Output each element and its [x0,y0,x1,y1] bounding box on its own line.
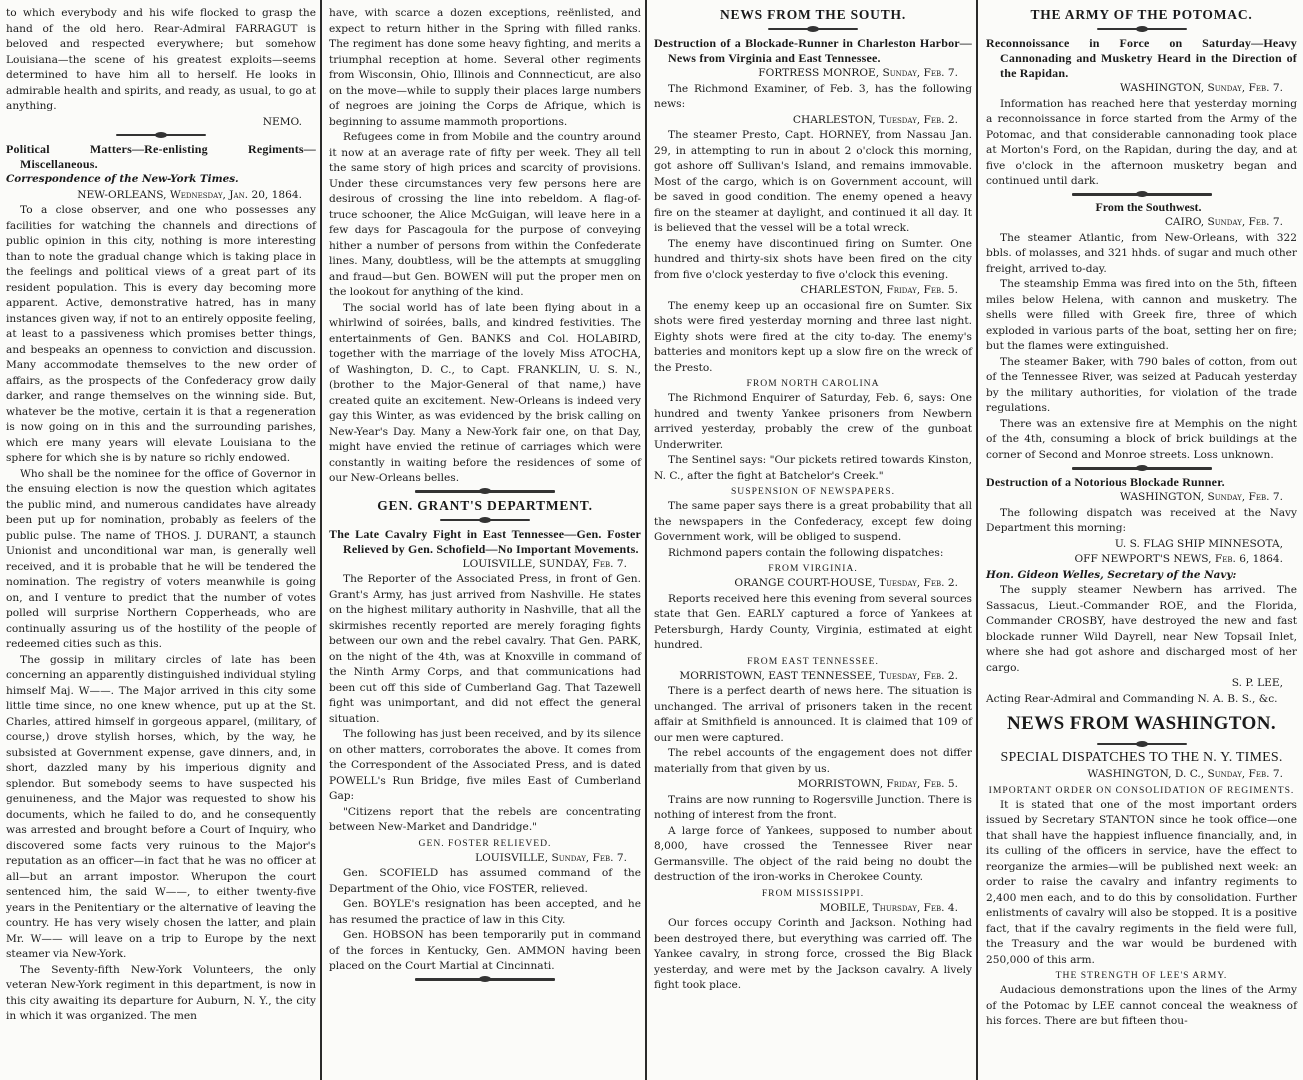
article-headline: Political Matters—Re-enlisting Regiments—Miscellaneous. [6,142,316,171]
paragraph: The following dispatch was received at the Navy Department this morning: [986,506,1297,534]
ornamental-divider [6,130,316,140]
ornamental-divider [329,515,641,525]
dateline: CAIRO, Sunday, Feb. 7. [1164,216,1283,228]
paragraph: The Richmond Examiner, of Feb. 3, has the following news: [654,82,972,110]
section-title: THE ARMY OF THE POTOMAC. [1030,7,1253,22]
paragraph: The rebel accounts of the engagement does not differ materially from that given by us. [654,747,972,775]
article-headline: Destruction of a Blockade-Runner in Charleston Harbor—News from Virginia and East Tennessee. [654,36,972,65]
paragraph: To a close observer, and one who possesses any facilities for watching the channels and directions of public opinion in this city, nothing is more interesting than to note the gradual change which is taking place in the feelings and political views of a great part of its resident population. This is every day becoming more apparent. Active, demonstrative hatred, has in many instances given way, if not to an entirely opposite feeling, at least to a passiveness which promises better things, and bespeaks an openness to conviction and discussion. Many accommodate themselves to the new order of affairs, as the prospects of the Confederacy grow daily darker, and range themselves on the winning side. But, whatever be the motive, certain it is that a regeneration is now going on in this and the surrounding parishes, which ere many years will elevate Louisiana to the sphere for which she is by nature so richly endowed. [6,204,316,464]
ornamental-divider [329,487,641,497]
dateline: NEW-ORLEANS, Wednesday, Jan. 20, 1864. [77,188,302,201]
paragraph: The social world has of late been flying about in a whirlwind of soirées, balls, and kindred festivities. The entertainments of Gen. BANKS and Col. HOLABIRD, together with the marriage of the lovely Miss ATOCHA, of Washington, D. C., to Capt. FRANKLIN, U. S. N., (brother to the Major-General of that name,) have created quite an excitement. New-Orleans is indeed very gay this Winter, as was evidenced by the brisk calling on New-Year's Day. Many a New-York fair one, on that Day, might have envied the retinue of carriages which were constantly in waiting before the residences of some of our New-Orleans belles. [329,301,641,484]
dateline: LOUISVILLE, SUNDAY, Feb. 7. [462,557,627,570]
subheading: GEN. FOSTER RELIEVED. [418,837,552,849]
paragraph: Information has reached here that yesterday morning a reconnoissance in force started from the Army of the Potomac, and that considerable cannonading took place at Morton's Ford, on the Rapidan, during the day, and at five o'clock in the afternoon musketry began and continued until dark. [986,97,1297,187]
dateline: ORANGE COURT-HOUSE, Tuesday, Feb. 2. [734,577,958,589]
paragraph: There was an extensive fire at Memphis on the night of the 4th, consuming a block of brick buildings at the corner of Second and Monroe streets. Loss unknown. [986,417,1297,461]
paragraph: Gen. BOYLE's resignation has been accepted, and he has resumed the practice of law in this City. [329,898,641,926]
section-title-large: NEWS FROM WASHINGTON. [1007,713,1276,734]
column-2 [323,0,647,1080]
ornamental-divider [986,739,1297,749]
paragraph: Reports received here this evening from several sources state that Gen. EARLY captured a force of Yankees at Petersburgh, Hardy County, Virginia, estimated at eight hundred. [654,592,972,651]
ornamental-divider [986,463,1297,473]
paragraph: The Reporter of the Associated Press, in front of Gen. Grant's Army, has just arrived from Nashville. He states on the highest military authority in Nashville, that all the skirmishes recently reported are merely foraging fights between our own and the rebel cavalry. That Gen. PARK, on the night of the 4th, was at Knoxville in command of the Ninth Army Corps, and that communications had been cut off this side of Cumberland Gag. That Tazewell fight was unimportant, and did not effect the general situation. [329,573,641,725]
paragraph: Who shall be the nominee for the office of Governor in the ensuing election is now the question which agitates the public mind, and numerous candidates have already been put up for nomination, probably as feelers of the public pulse. The name of THOS. J. DURANT, a staunch Unionist and unconditional war man, is generally well received, and it is probable that he will be tendered the nomination. The registry of voters meanwhile is going on, and I venture to predict that the number of votes polled will surprise Northern Copperheads, who are continually assuring us of the hostility of the people of redeemed cities such as this. [6,467,316,650]
signature: S. P. LEE, [1231,677,1283,689]
paragraph: to which everybody and his wife flocked to grasp the hand of the old hero. Rear-Admiral FARRAGUT is beloved and respected everywhere; but somehow Louisiana—the scene of his greatest exploits—seems determined to have him all to herself. He looks in admirable health and spirits, and ready, as usual, to go at anything. [6,7,316,112]
ornamental-divider [329,975,641,985]
paragraph: The enemy keep up an occasional fire on Sumter. Six shots were fired yesterday morning and three last night. Eighty shots were fired at the city to-day. The enemy's batteries and monitors kept up a slow fire on the wreck of the Presto. [654,299,972,374]
paragraph: The supply steamer Newbern has arrived. The Sassacus, Lieut.-Commander ROE, and the Florida, Commander CROSBY, have destroyed the new and fast blockade runner Wild Dayrell, near New Topsail Inlet, where she had got ashore and discharged most of her cargo. [986,584,1297,674]
dateline: MORRISTOWN, EAST TENNESSEE, Tuesday, Feb. 2. [679,669,958,682]
article-headline: Reconnoissance in Force on Saturday—Heavy Cannonading and Musketry Heard in the Direction of the Rapidan. [986,36,1297,80]
paragraph: The same paper says there is a great probability that all the newspapers in the Confederacy, except few doing Government work, will be obliged to suspend. [654,500,972,543]
paragraph: Our forces occupy Corinth and Jackson. Nothing had been destroyed there, but everything was carried off. The Yankee cavalry, in strong force, crossed the Big Black yesterday, and were met by the Jackson cavalry. A lively fight took place. [654,917,972,991]
paragraph: There is a perfect dearth of news here. The situation is unchanged. The arrival of prisoners taken in the recent affair at Smithfield is announced. It is claimed that 109 of our men were captured. [654,685,972,744]
paragraph: The following has just been received, and by its silence on other matters, corroborates the above. It comes from the Correspondent of the Associated Press, and is dated POWELL's Run Bridge, five miles East of Cumberland Gap: [329,728,641,802]
subheading: FROM MISSISSIPPI. [761,887,865,899]
paragraph: The steamship Emma was fired into on the 5th, fifteen miles below Helena, with cannon and musketry. The shells were filled with Greek fire, three of which exploded in various parts of the boat, setting her on fire; but the flames were extinguished. [986,278,1297,352]
subheading: FROM EAST TENNESSEE. [747,655,879,667]
paragraph: It is stated that one of the most important orders issued by Secretary STANTON since he took office—one that shall have the happiest influence financially, and, in its culling of the officers in service, have the effect to reorganize the armies—will be published next week: an order to raise the cavalry and infantry regiments to 2,400 men each, and to do this by consolidation. Further enlistments of cavalry will also be stopped. It is a positive fact, that if the cavalry regiments in the field were full, the Treasury and the war would be burdened with 250,000 of this arm. [986,798,1297,966]
dispatch-heading: SPECIAL DISPATCHES TO THE N. Y. TIMES. [1000,750,1283,765]
paragraph: The Seventy-fifth New-York Volunteers, the only veteran New-York regiment in this department, is now in this city awaiting its departure for Auburn, N. Y., the city in which it was organized. The men [6,963,316,1022]
paragraph: have, with scarce a dozen exceptions, reënlisted, and expect to return hither in the Spring with filled ranks. The regiment has done some heavy fighting, and merits a triumphal reception at home. Several other regiments from Wisconsin, Ohio, Illinois and Connnecticut, are also on the move—while to supply their places large numbers of negroes are joining the Corps de Afrique, which is beginning to assume mammoth proportions. [329,7,641,128]
dateline: FORTRESS MONROE, Sunday, Feb. 7. [758,67,958,79]
column-4 [980,0,1303,1080]
paragraph: Gen. HOBSON has been temporarily put in command of the forces in Kentucky, Gen. AMMON having been placed on the Court Martial at Cincinnati. [329,929,641,972]
paragraph: The gossip in military circles of late has been concerning an apparently distinguished individual styling himself Maj. W——. The Major arrived in this city some little time since, no one knew whence, put up at the St. Charles, attired himself in gorgeous apparel, (military, of course,) drove stylish horses, which, by the way, he subsisted at Government expense, gave dinners, and, in short, dazzled many by his imperious dignity and splendor. But somebody seems to have suspected his genuineness, and the Major was requested to show his documents, which he failed to do, and he consequently was arrested and brought before a Court of Inquiry, who discovered some facts very ruinous to the Major's reputation as an officer—in fact that he was no officer at all—but an arrant impostor. Wherupon the court sentenced him, the said W——, to either twenty-five years in the Penitentiary or the alternative of leaving the country. He has very wisely chosen the latter, and plain Mr. W—— will leave on a trip to Europe by the next steamer via New-York. [6,653,316,960]
paragraph: Audacious demonstrations upon the lines of the Army of the Potomac by LEE cannot conceal the weakness of his forces. There are but fifteen thou- [986,984,1297,1027]
paragraph: A large force of Yankees, supposed to number about 8,000, have crossed the Tennessee River near Germansville. The object of the raid being no doubt the destruction of the iron-works in Cherokee County. [654,824,972,883]
ornamental-divider [986,190,1297,200]
section-title: NEWS FROM THE SOUTH. [719,7,907,22]
paragraph: The enemy have discontinued firing on Sumter. One hundred and thirty-six shots have been fired on the city from five o'clock yesterday to five o'clock this evening. [654,237,972,281]
dateline: MOBILE, Thursday, Feb. 4. [819,901,958,914]
article-headline: Destruction of a Notorious Blockade Runner. [986,475,1225,489]
paragraph: The steamer Presto, Capt. HORNEY, from Nassau Jan. 29, in attempting to run in about 2 o'clock this morning, got ashore off Sullivan's Island, and remains immovable. Most of the cargo, which is on Government account, will be saved in good condition. The enemy opened a heavy fire on the steamer at daylight, and continued it all day. It is believed that the vessel will be a total wreck. [654,129,972,234]
dateline: U. S. FLAG SHIP MINNESOTA, [1114,537,1283,550]
subheading: SUSPENSION OF NEWSPAPERS. [730,486,896,497]
dateline: CHARLESTON, Friday, Feb. 5. [800,284,958,296]
dateline: OFF NEWPORT'S NEWS, Feb. 6, 1864. [1074,553,1283,565]
correspondence-line: Hon. Gideon Welles, Secretary of the Navy: [986,568,1237,581]
dateline: CHARLESTON, Tuesday, Feb. 2. [792,113,958,126]
correspondence-line: Correspondence of the New-York Times. [6,173,239,185]
dateline: MORRISTOWN, Friday, Feb. 5. [797,778,958,790]
section-title: GEN. GRANT'S DEPARTMENT. [377,497,593,513]
column-1 [0,0,322,1080]
signature: NEMO. [262,115,302,128]
paragraph: Trains are now running to Rogersville Junction. There is nothing of interest from the front. [654,793,972,821]
subheading: FROM NORTH CAROLINA [746,378,880,389]
paragraph: "Citizens report that the rebels are concentrating between New-Market and Dandridge." [329,805,641,833]
paragraph: The Sentinel says: "Our pickets retired towards Kinston, N. C., after the fight at Batchelor's Creek." [654,454,972,482]
dateline: WASHINGTON, Sunday, Feb. 7. [1120,491,1283,503]
article-headline: The Late Cavalry Fight in East Tennessee—Gen. Foster Relieved by Gen. Schofield—No Important Movements. [329,526,641,556]
ornamental-divider [654,24,972,34]
dateline: WASHINGTON, Sunday, Feb. 7. [1120,82,1283,94]
paragraph: The Richmond Enquirer of Saturday, Feb. 6, says: One hundred and twenty Yankee prisoners from Newbern arrived yesterday, probably the crew of the gunboat Underwriter. [654,392,972,451]
paragraph: Acting Rear-Admiral and Commanding N. A. B. S., &c. [986,692,1278,705]
paragraph: Richmond papers contain the following dispatches: [668,546,944,559]
subheading: THE STRENGTH OF LEE'S ARMY. [1055,970,1228,981]
article-headline: From the Southwest. [1095,199,1202,214]
paragraph: Gen. SCOFIELD has assumed command of the Department of the Ohio, vice FOSTER, relieved. [329,867,641,895]
dateline: LOUISVILLE, Sunday, Feb. 7. [475,851,627,864]
column-3 [648,0,978,1080]
subheading: IMPORTANT ORDER ON CONSOLIDATION OF REGIMENTS. [988,784,1295,796]
paragraph: The steamer Baker, with 790 bales of cotton, from out of the Tennessee River, was seized at Paducah yesterday by the military authorities, for violation of the trade regulations. [986,355,1297,414]
paragraph: The steamer Atlantic, from New-Orleans, with 322 bbls. of molasses, and 321 hhds. of sugar and much other freight, arrived to-day. [986,231,1297,275]
subheading: FROM VIRGINIA. [768,563,858,574]
paragraph: Refugees come in from Mobile and the country around it now at an average rate of fifty per week. They all tell the same story of high prices and scarcity of provisions. Under these circumstances very few persons here are desirous of crossing the line into rebeldom. A flag-of-truce schooner, the Alice McGuigan, will leave here in a few days for Pascagoula for the purpose of conveying hither a number of persons from within the Confederate lines. Many, doubtless, will be the attempts at smuggling and fraud—but Gen. BOWEN will put the proper men on the lookout for anything of the kind. [329,131,641,298]
ornamental-divider [986,24,1297,34]
dateline: WASHINGTON, D. C., Sunday, Feb. 7. [1087,768,1283,780]
